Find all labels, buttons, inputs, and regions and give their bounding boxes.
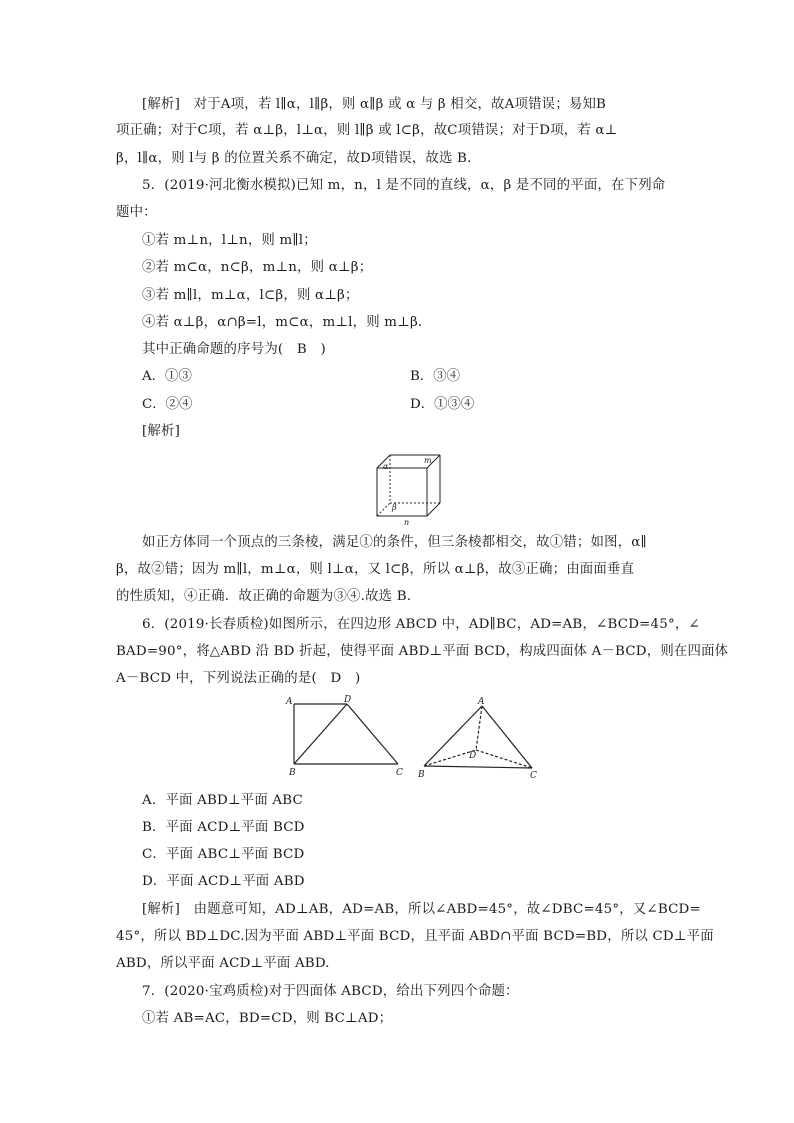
q5-option-d: D．①③④ (410, 397, 475, 412)
cube-label-beta: β (392, 503, 397, 512)
quad-label-b: B (289, 768, 296, 778)
q5-analysis-label: [解析] (142, 424, 181, 439)
q5-analysis-line-2: β，故②错；因为 m∥l，m⊥α，则 l⊥α，又 l⊂β，所以 α⊥β，故③正确；由面面垂直 (116, 562, 635, 577)
q6-option-a: A．平面 ABD⊥平面 ABC (142, 793, 303, 808)
q5-item-4: ④若 α⊥β，α∩β=l，m⊂α，m⊥l，则 m⊥β. (142, 315, 423, 330)
tetrahedron-figure (412, 694, 562, 780)
q5-analysis-line-1: 如正方体同一个顶点的三条棱，满足①的条件，但三条棱都相交，故①错；如图，α∥ (142, 535, 647, 550)
q6-analysis-line-1: [解析] 由题意可知，AD⊥AB，AD=AB，所以∠ABD=45°，故∠DBC=45°，又∠BCD= (142, 902, 701, 917)
tetra-label-b: B (418, 770, 425, 780)
tetra-label-d: D (469, 751, 477, 761)
q6-stem-line-2: BAD=90°，将△ABD 沿 BD 折起，使得平面 ABD⊥平面 BCD，构成四面体 A－BCD，则在四面体 (116, 644, 729, 659)
q6-option-d: D．平面 ACD⊥平面 ABD (142, 874, 305, 889)
q6-analysis-line-3: ABD，所以平面 ACD⊥平面 ABD. (116, 956, 330, 971)
q6-option-b: B．平面 ACD⊥平面 BCD (142, 820, 305, 835)
q6-option-c: C．平面 ABC⊥平面 BCD (142, 847, 305, 862)
quad-label-d: D (344, 695, 352, 705)
q5-option-b: B．③④ (410, 369, 461, 384)
cube-label-m: m (424, 456, 432, 465)
cube-figure (370, 450, 450, 526)
tetra-label-c: C (530, 771, 537, 780)
q5-item-3: ③若 m∥l，m⊥α，l⊂β，则 α⊥β； (142, 288, 359, 303)
analysis-4-line-1: [解析] 对于A项，若 l∥α，l∥β，则 α∥β 或 α 与 β 相交，故A项错误；易知B (142, 97, 607, 112)
quadrilateral-figure (280, 694, 410, 778)
q5-stem-line-1: 5．(2019·河北衡水模拟)已知 m，n，l 是不同的直线，α，β 是不同的平面，在下列命 (142, 178, 666, 193)
q5-analysis-line-3: 的性质知，④正确．故正确的命题为③④.故选 B. (116, 589, 412, 604)
q6-stem-line-3: A－BCD 中，下列说法正确的是( D ) (116, 671, 361, 686)
cube-label-alpha: α (383, 462, 389, 471)
q5-item-1: ①若 m⊥n，l⊥n，则 m∥l； (142, 233, 317, 248)
q6-stem-line-1: 6．(2019·长春质检)如图所示，在四边形 ABCD 中，AD∥BC，AD=AB，∠BCD=45°，∠ (142, 617, 700, 632)
q5-question: 其中正确命题的序号为( B ) (142, 342, 326, 357)
cube-label-n: n (404, 518, 410, 526)
tetra-label-a: A (478, 697, 485, 707)
quad-label-c: C (396, 768, 403, 778)
q5-option-a: A．①③ (142, 369, 192, 384)
q6-analysis-line-2: 45°，所以 BD⊥DC.因为平面 ABD⊥平面 BCD，且平面 ABD∩平面 BCD=BD，所以 CD⊥平面 (116, 929, 714, 944)
q5-stem-line-2: 题中： (116, 205, 157, 220)
q7-stem: 7．(2020·宝鸡质检)对于四面体 ABCD，给出下列四个命题： (142, 984, 519, 999)
quad-label-a: A (286, 697, 293, 707)
analysis-4-line-3: β，l∥α，则 l与 β 的位置关系不确定，故D项错误，故选 B. (116, 151, 472, 166)
analysis-4-line-2: 项正确；对于C项，若 α⊥β，l⊥α，则 l∥β 或 l⊂β，故C项错误；对于D项，若 α⊥ (116, 123, 618, 138)
q5-option-c: C．②④ (142, 397, 193, 412)
q5-item-2: ②若 m⊂α，n⊂β，m⊥n，则 α⊥β； (142, 260, 373, 275)
q7-item-1: ①若 AB=AC，BD=CD，则 BC⊥AD； (142, 1011, 393, 1026)
